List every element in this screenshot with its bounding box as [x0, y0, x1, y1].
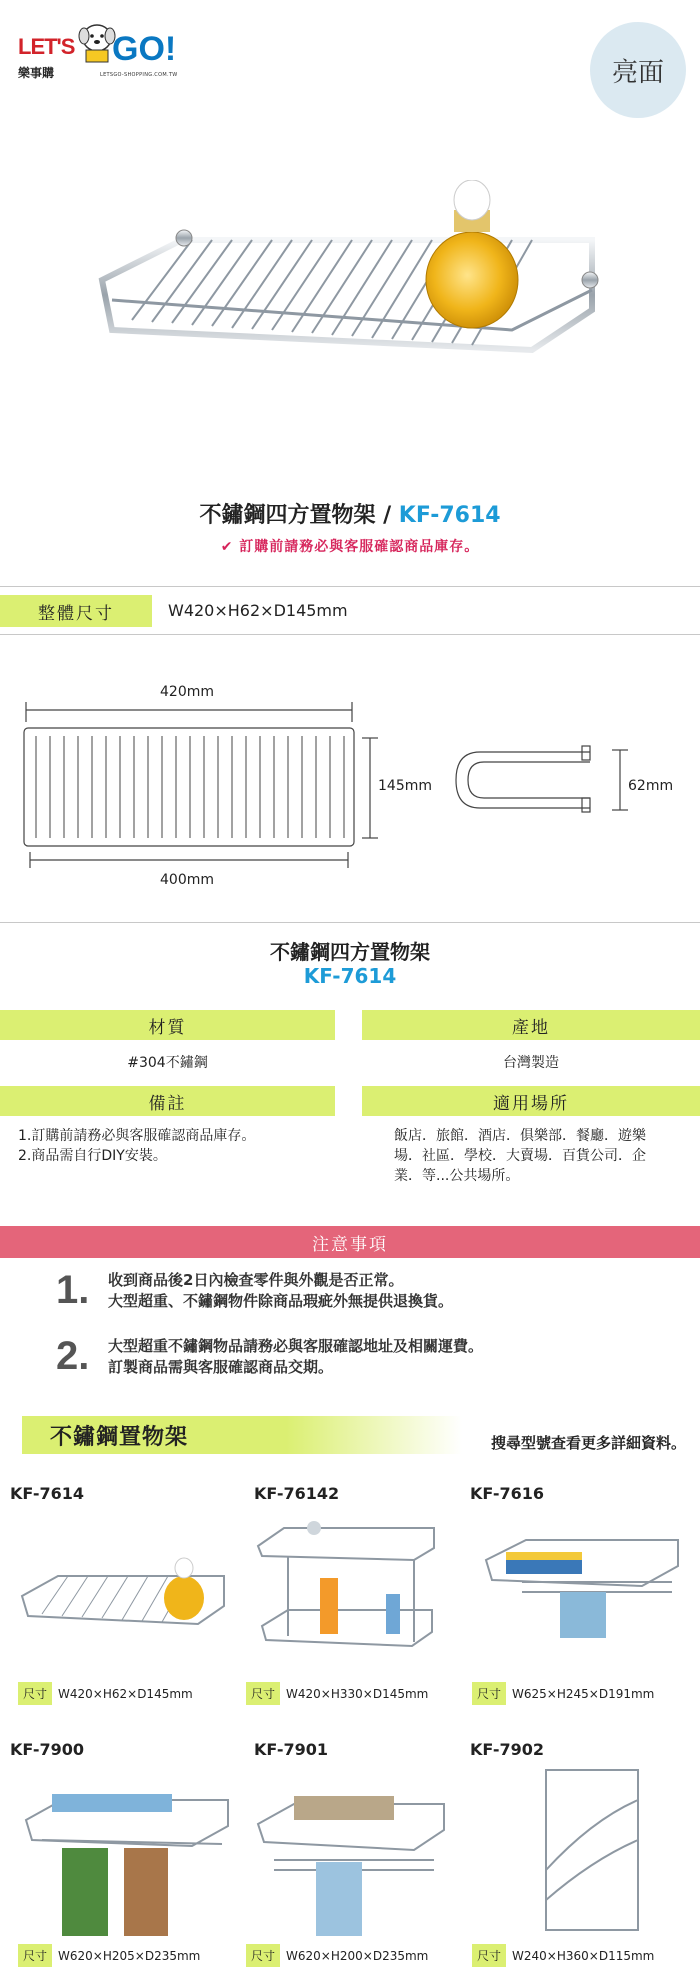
finish-badge: 亮面 — [590, 22, 686, 118]
material-header: 材質 — [0, 1010, 335, 1040]
size-tag: 尺寸 — [18, 1682, 52, 1705]
product-size-row — [472, 1944, 654, 1967]
product-size-row — [246, 1944, 428, 1967]
product-title — [0, 498, 700, 529]
caution-item — [108, 1270, 453, 1312]
remark-list — [18, 1126, 338, 1166]
product-size: W620×H200×D235mm — [286, 1949, 429, 1963]
logo-lets-text: LET'S — [18, 34, 75, 59]
caution-number: 1. — [56, 1268, 90, 1312]
product-thumb-kf7616[interactable] — [482, 1530, 692, 1640]
product-card-code[interactable]: KF-7614 — [10, 1484, 85, 1503]
size-tag: 尺寸 — [246, 1944, 280, 1967]
caution-item — [108, 1336, 483, 1378]
stock-notice: ✔ 訂購前請務必與客服確認商品庫存。 — [220, 539, 480, 555]
brand-logo[interactable] — [14, 18, 184, 88]
product-card-code[interactable]: KF-7616 — [470, 1484, 545, 1503]
origin-header: 產地 — [362, 1010, 700, 1040]
series-note: 搜尋型號查看更多詳細資料。 — [490, 1434, 686, 1452]
product-card-code[interactable]: KF-7901 — [254, 1740, 329, 1759]
product-size-row — [18, 1682, 193, 1705]
caution-line: 收到商品後2日內檢查零件與外觀是否正常。 — [108, 1271, 404, 1289]
product-card-code[interactable]: KF-76142 — [254, 1484, 340, 1503]
spec-title: 不鏽鋼四方置物架 — [270, 940, 430, 964]
product-thumb-kf7614[interactable] — [18, 1550, 228, 1640]
dimensions-label: 整體尺寸 — [0, 595, 152, 627]
caution-line: 訂製商品需與客服確認商品交期。 — [108, 1358, 334, 1376]
caution-header: 注意事項 — [0, 1226, 700, 1258]
hero-product-image — [92, 180, 612, 400]
product-size: W240×H360×D115mm — [512, 1949, 655, 1963]
spec-code: KF-7614 — [303, 964, 397, 988]
logo-url-text: LETSGO-SHOPPING.COM.TW — [100, 72, 178, 78]
usage-header: 適用場所 — [362, 1086, 700, 1116]
bottom-width-label: 400mm — [160, 872, 214, 888]
divider — [0, 922, 700, 923]
divider — [0, 586, 700, 587]
product-size: W620×H205×D235mm — [58, 1949, 201, 1963]
product-card-code[interactable]: KF-7902 — [470, 1740, 545, 1759]
dimension-drawing — [0, 670, 700, 900]
product-name: 不鏽鋼四方置物架 / — [199, 503, 399, 528]
caution-number: 2. — [56, 1334, 90, 1378]
remark-item: 2.商品需自行DIY安裝。 — [18, 1148, 167, 1164]
product-size: W420×H62×D145mm — [58, 1687, 193, 1701]
product-size: W625×H245×D191mm — [512, 1687, 655, 1701]
size-tag: 尺寸 — [18, 1944, 52, 1967]
product-size-row — [246, 1682, 428, 1705]
material-value: #304不鏽鋼 — [127, 1055, 208, 1071]
remark-header: 備註 — [0, 1086, 335, 1116]
divider — [0, 634, 700, 635]
product-thumb-kf7902[interactable] — [532, 1760, 652, 1940]
remark-item: 1.訂購前請務必與客服確認商品庫存。 — [18, 1128, 256, 1144]
series-title: 不鏽鋼置物架 — [22, 1416, 462, 1454]
height-label: 62mm — [628, 778, 674, 794]
size-tag: 尺寸 — [472, 1682, 506, 1705]
size-tag: 尺寸 — [246, 1682, 280, 1705]
product-thumb-kf76142[interactable] — [254, 1516, 454, 1666]
product-code: KF-7614 — [398, 503, 501, 528]
product-size-row — [472, 1682, 654, 1705]
top-width-label: 420mm — [160, 684, 214, 700]
size-tag: 尺寸 — [472, 1944, 506, 1967]
caution-line: 大型超重、不鏽鋼物件除商品瑕疵外無提供退換貨。 — [108, 1292, 454, 1310]
dimensions-value: W420×H62×D145mm — [168, 601, 348, 620]
usage-value: 飯店．旅館．酒店．俱樂部．餐廳．遊樂場．社區．學校．大賣場．百貨公司．企業．等...公共場所。 — [394, 1128, 646, 1184]
product-size-row — [18, 1944, 200, 1967]
depth-label: 145mm — [378, 778, 432, 794]
origin-value: 台灣製造 — [503, 1055, 559, 1071]
product-size: W420×H330×D145mm — [286, 1687, 429, 1701]
product-card-code[interactable]: KF-7900 — [10, 1740, 85, 1759]
product-thumb-kf7900[interactable] — [22, 1780, 232, 1940]
logo-go-text: GO! — [112, 30, 177, 68]
product-thumb-kf7901[interactable] — [254, 1780, 454, 1940]
caution-line: 大型超重不鏽鋼物品請務必與客服確認地址及相關運費。 — [108, 1337, 484, 1355]
logo-chinese-text: 樂事購 — [18, 66, 55, 80]
